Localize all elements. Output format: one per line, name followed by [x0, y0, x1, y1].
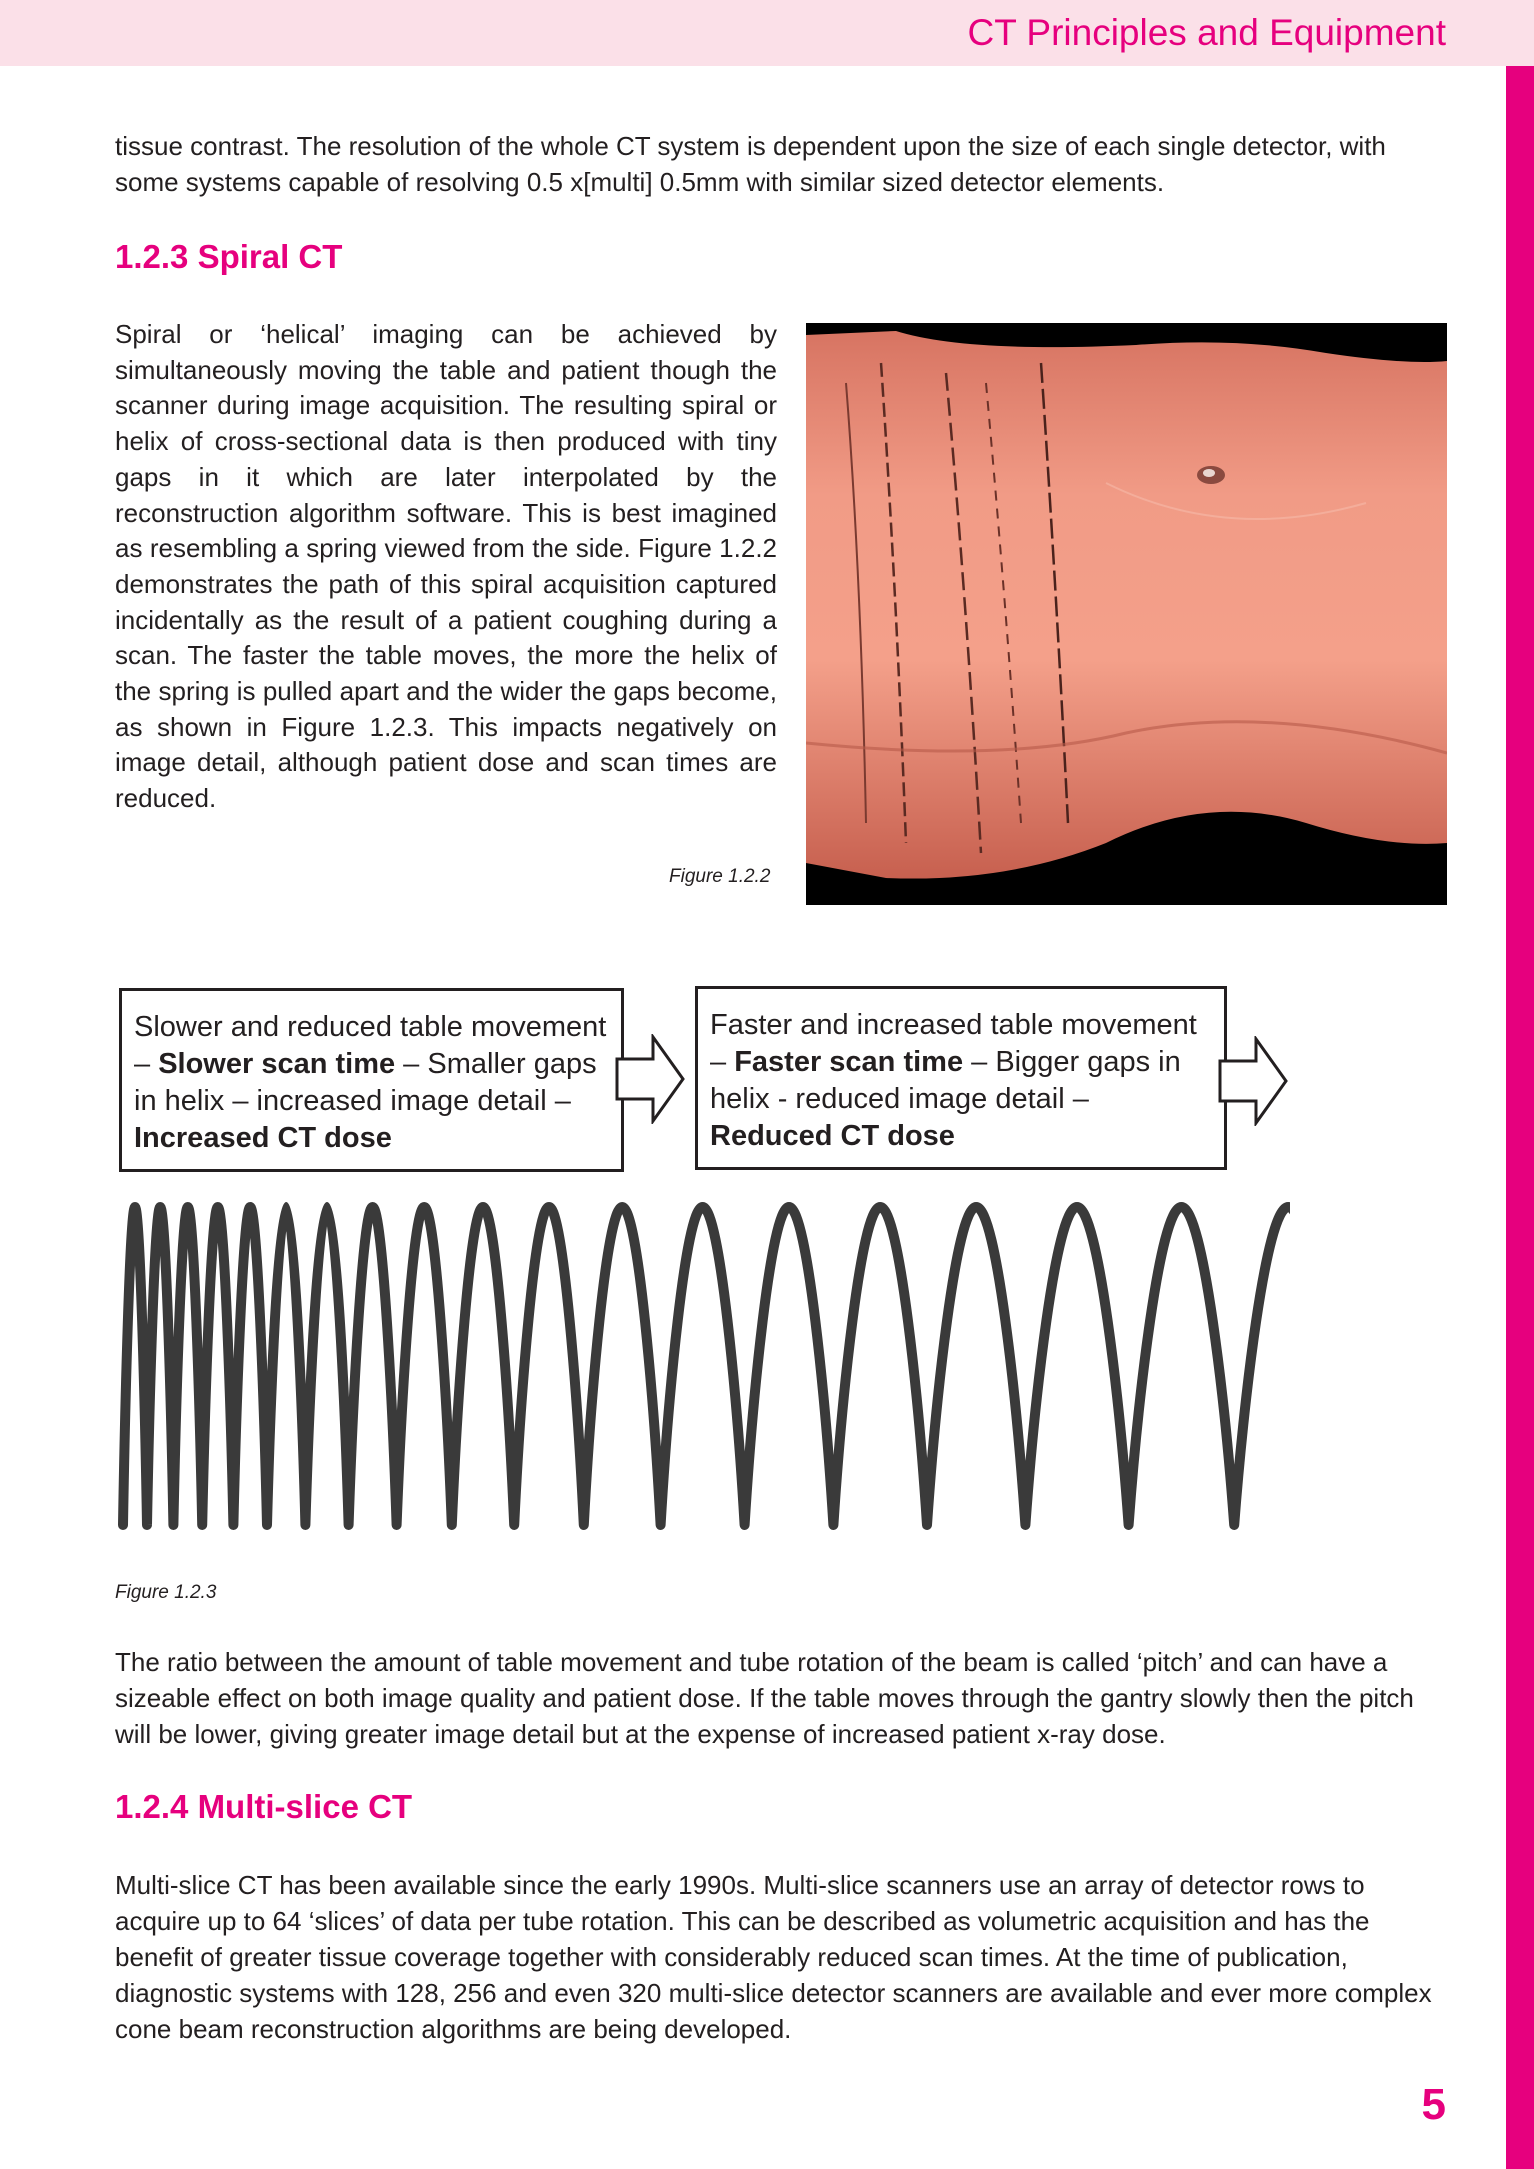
right-arrow-icon [615, 1034, 687, 1124]
fast-box-text-2: – Bigger gaps in helix - reduced image detail – [710, 1046, 1181, 1115]
figure-1-2-3-helix-diagram [115, 1195, 1290, 1540]
slow-box-dose: Increased CT dose [134, 1122, 392, 1154]
accent-side-bar [1506, 66, 1534, 2169]
slow-box-text-2: – Smaller gaps in helix – increased image detail – [134, 1048, 597, 1117]
section-heading-spiral-ct: 1.2.3 Spiral CT [115, 238, 343, 275]
figure-caption-1-2-2: Figure 1.2.2 [669, 866, 771, 887]
faster-table-movement-box [695, 986, 1227, 1170]
fast-box-dose: Reduced CT dose [710, 1120, 955, 1152]
multi-slice-paragraph: Multi-slice CT has been available since the early 1990s. Multi-slice scanners use an array of detector rows to acquire up to 64 ‘slices’ of data per tube rotation. This can be described as volumetric acquisition and has the benefit of greater tissue coverage together with considerably reduced scan times. At the time of publication, diagnostic systems with 128, 256 and even 320 multi-slice detector scanners are available and ever more complex cone beam reconstruction algorithms are being developed. [115, 1870, 1432, 2044]
slow-box-text: Slower and reduced table movement – [134, 1011, 607, 1080]
pitch-paragraph: The ratio between the amount of table movement and tube rotation of the beam is called ‘pitch’ and can have a sizeable effect on both image quality and patient dose. If the table moves through the gantry slowly then the pitch will be lower, giving greater image detail but at the expense of increased patient x-ray dose. [115, 1647, 1414, 1749]
fast-box-scan-time: Faster scan time [734, 1046, 964, 1078]
page-number: 5 [1421, 2080, 1446, 2129]
section-heading-multi-slice-ct: 1.2.4 Multi-slice CT [115, 1788, 413, 1825]
slow-box-scan-time: Slower scan time [158, 1048, 396, 1080]
figure-1-2-2-ct-surface-render [806, 323, 1447, 905]
intro-paragraph: tissue contrast. The resolution of the whole CT system is dependent upon the size of each single detector, with some systems capable of resolving 0.5 x[multi] 0.5mm with similar sized detector elements. [115, 131, 1386, 197]
slower-table-movement-box [119, 988, 624, 1172]
fast-box-text: Faster and increased table movement – [710, 1009, 1197, 1078]
figure-caption-1-2-3: Figure 1.2.3 [115, 1582, 217, 1603]
running-head: CT Principles and Equipment [967, 12, 1446, 53]
right-arrow-icon [1218, 1036, 1290, 1126]
spiral-ct-paragraph: Spiral or ‘helical’ imaging can be achieved by simultaneously moving the table and patient though the scanner during image acquisition. The resulting spiral or helix of cross-sectional data is then produced with tiny gaps in it which are later interpolated by the reconstruction algorithm software. This is best imagined as resembling a spring viewed from the side. Figure 1.2.2 demonstrates the path of this spiral acquisition captured incidentally as the result of a patient coughing during a scan. The faster the table moves, the more the helix of the spring is pulled apart and the wider the gaps become, as shown in Figure 1.2.3. This impacts negatively on image detail, although patient dose and scan times are reduced. [115, 319, 777, 814]
